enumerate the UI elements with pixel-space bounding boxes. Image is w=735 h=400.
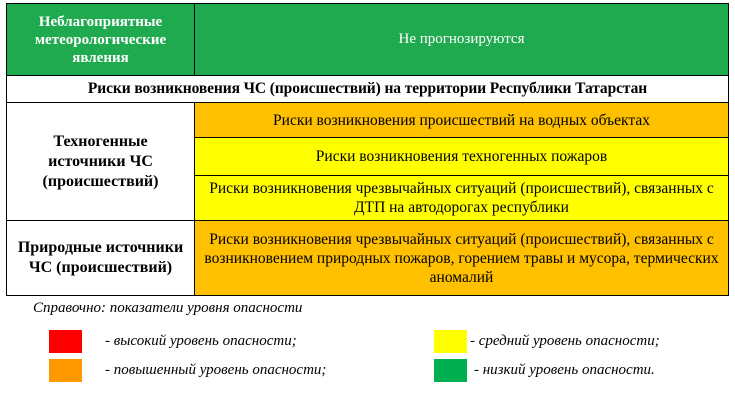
low-level-swatch bbox=[434, 359, 467, 382]
medium-level-label: - средний уровень опасности; bbox=[470, 333, 660, 349]
risk-natural-fires: Риски возникновения чрезвычайных ситуаций (происшествий), связанных с возникновением природных пожаров, горением травы и мусора, термических аномалий bbox=[195, 221, 729, 296]
table-row bbox=[7, 103, 729, 138]
phenomena-forecast-value: Не прогнозируются bbox=[195, 4, 729, 76]
medium-level-swatch bbox=[434, 330, 467, 353]
high-level-swatch bbox=[49, 330, 82, 353]
header-row bbox=[7, 4, 729, 76]
natural-group-label: Природные источники ЧС (происшествий) bbox=[7, 221, 195, 296]
technogenic-group-label: Техногенные источники ЧС (происшествий) bbox=[7, 103, 195, 221]
phenomena-header-label: Неблагоприятные метеорологические явления bbox=[7, 4, 195, 76]
risk-road-accidents: Риски возникновения чрезвычайных ситуаций (происшествий), связанных с ДТП на автодорогах республики bbox=[195, 176, 729, 221]
risk-forecast-table bbox=[6, 3, 729, 296]
low-level-label: - низкий уровень опасности. bbox=[474, 362, 655, 378]
section-title-row bbox=[7, 76, 729, 103]
high-level-label: - высокий уровень опасности; bbox=[105, 333, 297, 349]
elevated-level-swatch bbox=[49, 359, 82, 382]
elevated-level-label: - повышенный уровень опасности; bbox=[105, 362, 327, 378]
legend-caption: Справочно: показатели уровня опасности bbox=[33, 300, 303, 316]
table-row bbox=[7, 221, 729, 296]
risk-technogenic-fires: Риски возникновения техногенных пожаров bbox=[195, 138, 729, 176]
section-title: Риски возникновения ЧС (происшествий) на территории Республики Татарстан bbox=[7, 76, 729, 103]
risk-water-objects: Риски возникновения происшествий на водных объектах bbox=[195, 103, 729, 138]
